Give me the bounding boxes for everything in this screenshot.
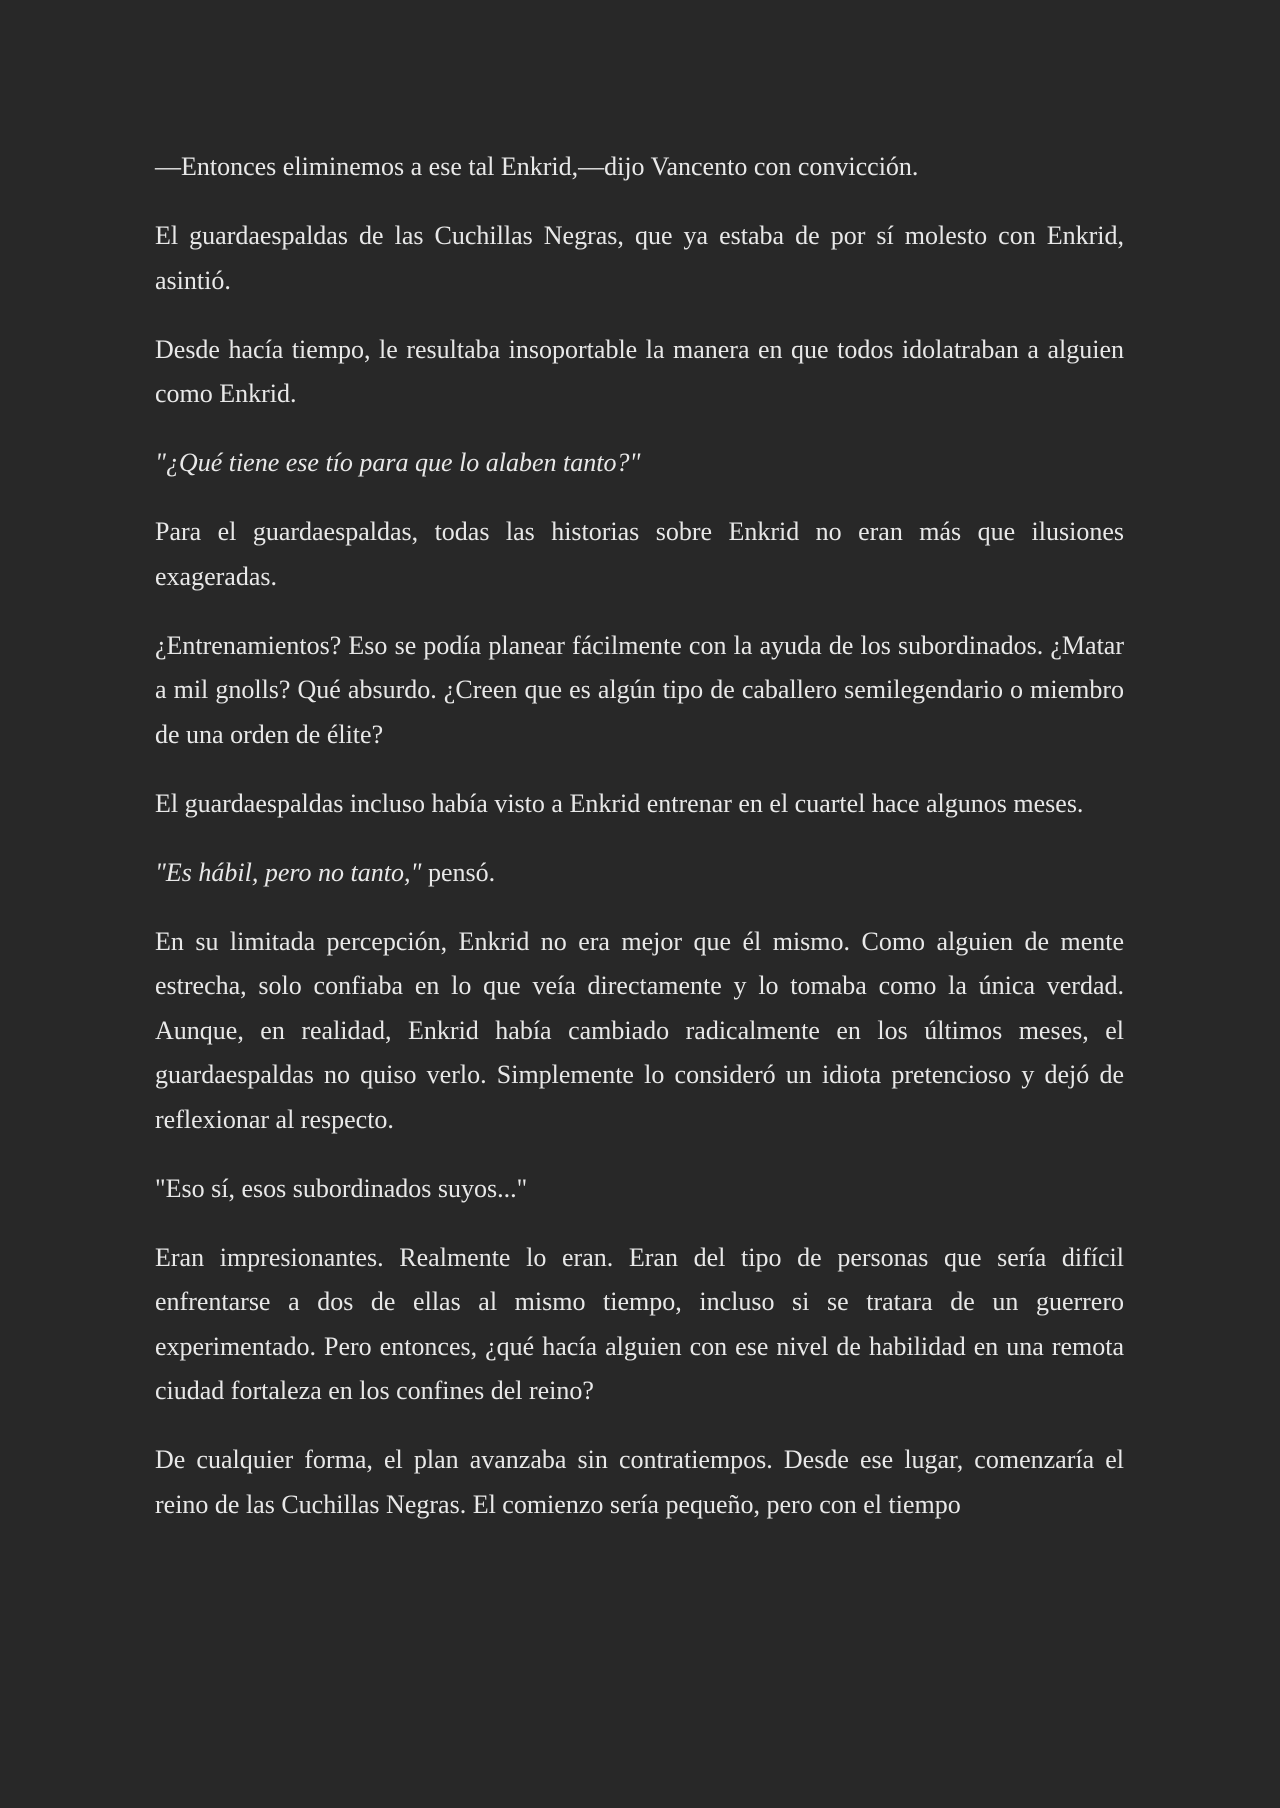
paragraph-10: "Eso sí, esos subordinados suyos..." (155, 1173, 528, 1203)
paragraph-5: Para el guardaespaldas, todas las historias sobre Enkrid no eran más que ilusiones exageradas. (155, 517, 1124, 591)
paragraph-11: Eran impresionantes. Realmente lo eran. Eran del tipo de personas que sería difícil enfrentarse a dos de ellas al mismo tiempo, incluso si se tratara de un guerrero experimentado. Pero entonces, ¿qué hacía alguien con ese nivel de habilidad en una remota ciudad fortaleza en los confines del reino? (155, 1242, 1124, 1405)
paragraph-4-thought: "¿Qué tiene ese tío para que lo alaben tanto?" (155, 448, 641, 477)
paragraph-3: Desde hacía tiempo, le resultaba insoportable la manera en que todos idolatraban a alguien como Enkrid. (155, 334, 1124, 408)
paragraph-8 (155, 851, 1124, 896)
document-body (155, 150, 1124, 1552)
paragraph-12: De cualquier forma, el plan avanzaba sin contratiempos. Desde ese lugar, comenzaría el reino de las Cuchillas Negras. El comienzo sería pequeño, pero con el tiempo (155, 1445, 1124, 1519)
paragraph-6: ¿Entrenamientos? Eso se podía planear fácilmente con la ayuda de los subordinados. ¿Matar a mil gnolls? Qué absurdo. ¿Creen que es algún tipo de caballero semilegendario o miembro de una orden de élite? (155, 630, 1124, 749)
paragraph-1: —Entonces eliminemos a ese tal Enkrid,—dijo Vancento con convicción. (155, 152, 919, 181)
paragraph-9: En su limitada percepción, Enkrid no era mejor que él mismo. Como alguien de mente estrecha, solo confiaba en lo que veía directamente y lo tomaba como la única verdad. Aunque, en realidad, Enkrid había cambiado radicalmente en los últimos meses, el guardaespaldas no quiso verlo. Simplemente lo consideró un idiota pretencioso y dejó de reflexionar al respecto. (155, 926, 1124, 1134)
paragraph-8-rest: pensó. (421, 857, 496, 887)
paragraph-2: El guardaespaldas de las Cuchillas Negras, que ya estaba de por sí molesto con Enkrid, asintió. (155, 221, 1124, 295)
paragraph-7: El guardaespaldas incluso había visto a Enkrid entrenar en el cuartel hace algunos meses. (155, 788, 1084, 818)
paragraph-8-thought: "Es hábil, pero no tanto," (155, 857, 422, 887)
